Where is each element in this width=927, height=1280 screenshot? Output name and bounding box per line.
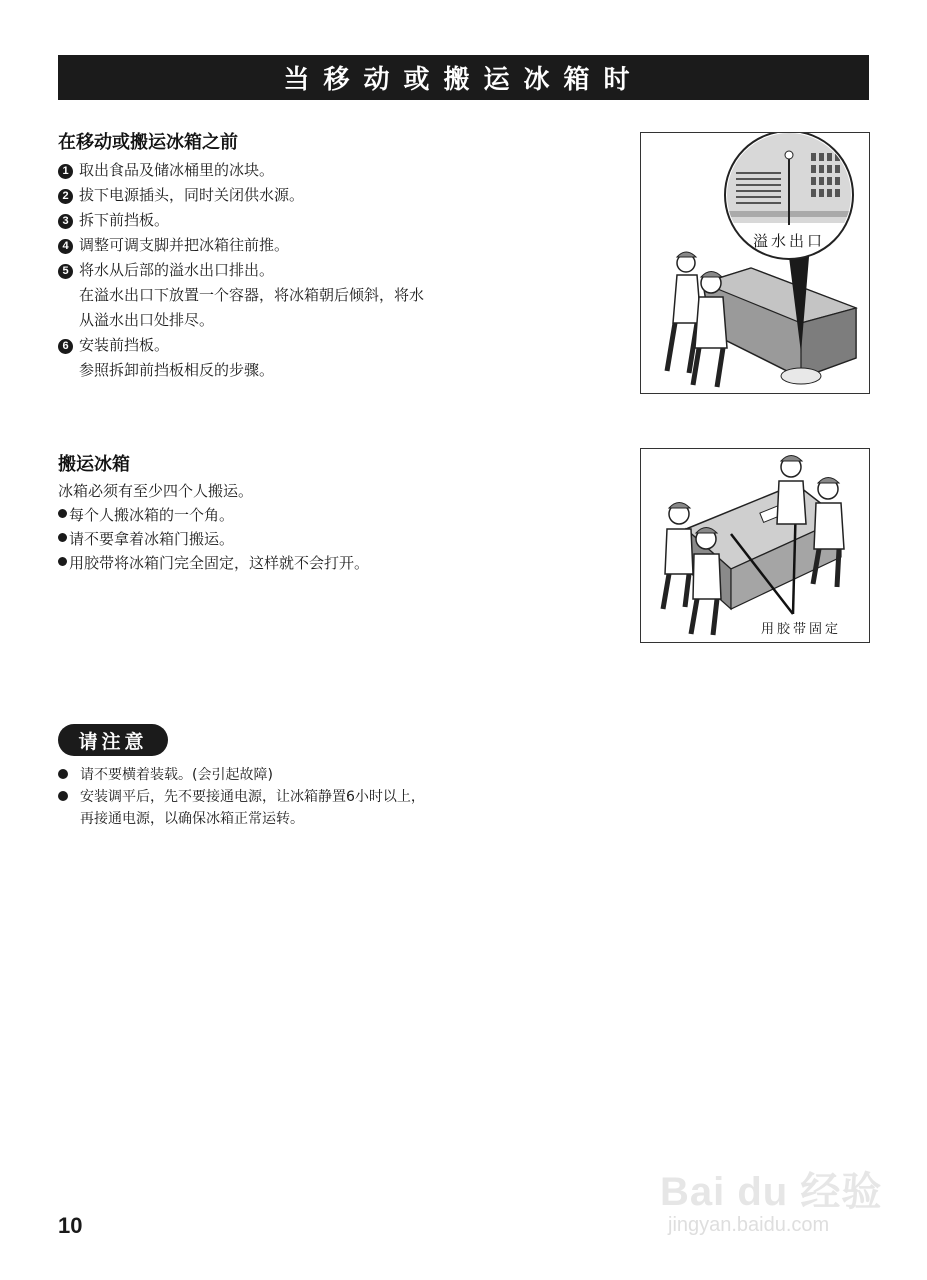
carrying-bullet-text: 请不要拿着冰箱门搬运。: [69, 530, 235, 548]
section-heading-carrying: 搬运冰箱: [58, 454, 130, 475]
step-text: 拔下电源插头，同时关闭供水源。: [79, 186, 305, 204]
tape-label: 用胶带固定: [760, 622, 842, 637]
step-number-icon: 5: [58, 264, 73, 279]
notice-label: 请注意: [78, 730, 148, 753]
step-number-icon: 6: [58, 339, 73, 354]
carrying-bullet-text: 每个人搬冰箱的一个角。: [69, 506, 235, 524]
step-item: [58, 258, 424, 283]
step-text: 取出食品及储冰桶里的冰块。: [79, 161, 275, 179]
step-item: [58, 233, 424, 258]
carrying-illustration: [641, 449, 869, 642]
bullet-icon: [58, 769, 68, 779]
step-number-icon: 3: [58, 214, 73, 229]
notice-continuation: 再接通电源，以确保冰箱正常运转。: [80, 811, 304, 827]
bullet-icon: [58, 533, 67, 542]
step-continuation: 在溢水出口下放置一个容器，将冰箱朝后倾斜，将水: [79, 286, 425, 304]
step-text: 安装前挡板。: [79, 336, 170, 354]
figure-drain-outlet: [640, 132, 870, 394]
carrying-intro-text: 冰箱必须有至少四个人搬运。: [58, 482, 254, 500]
carrying-bullets: [58, 503, 369, 575]
page-title: 当移动或搬运冰箱时: [283, 65, 644, 95]
step-number-icon: 4: [58, 239, 73, 254]
figure-four-people-carrying: [640, 448, 870, 643]
step-continuation: 参照拆卸前挡板相反的步骤。: [79, 361, 275, 379]
step-text: 拆下前挡板。: [79, 211, 170, 229]
step-continuation: 从溢水出口处排尽。: [79, 311, 215, 329]
page-title-banner: [58, 55, 869, 100]
step-number-icon: 1: [58, 164, 73, 179]
carrying-bullet-item: [58, 527, 369, 551]
notice-text: 请不要横着装载。(会引起故障): [80, 767, 273, 783]
page-number: 10: [58, 1213, 83, 1238]
watermark-logo: Bai du 经验: [660, 1170, 883, 1214]
notice-text: 安装调平后，先不要接通电源，让冰箱静置6小时以上，: [80, 789, 425, 805]
bullet-icon: [58, 557, 67, 566]
bullet-icon: [58, 509, 67, 518]
step-text: 调整可调支脚并把冰箱往前推。: [79, 236, 290, 254]
step-item: [58, 158, 424, 183]
carrying-bullet-item: [58, 503, 369, 527]
steps-list: [58, 158, 424, 383]
drain-outlet-illustration: [641, 133, 869, 393]
step-item: [58, 208, 424, 233]
notice-list: [58, 764, 425, 830]
drain-outlet-label: 溢水出口: [752, 232, 826, 250]
section-heading-before-moving: 在移动或搬运冰箱之前: [58, 132, 238, 153]
step-number-icon: 2: [58, 189, 73, 204]
notice-item: [58, 786, 425, 808]
carrying-bullet-text: 用胶带将冰箱门完全固定，这样就不会打开。: [69, 554, 370, 572]
step-item: [58, 333, 424, 358]
notice-badge: [58, 724, 168, 756]
step-text: 将水从后部的溢水出口排出。: [79, 261, 275, 279]
bullet-icon: [58, 791, 68, 801]
notice-item: [58, 764, 425, 786]
step-item: [58, 183, 424, 208]
carrying-intro: [58, 479, 369, 575]
carrying-bullet-item: [58, 551, 369, 575]
watermark-url: jingyan.baidu.com: [668, 1214, 830, 1236]
